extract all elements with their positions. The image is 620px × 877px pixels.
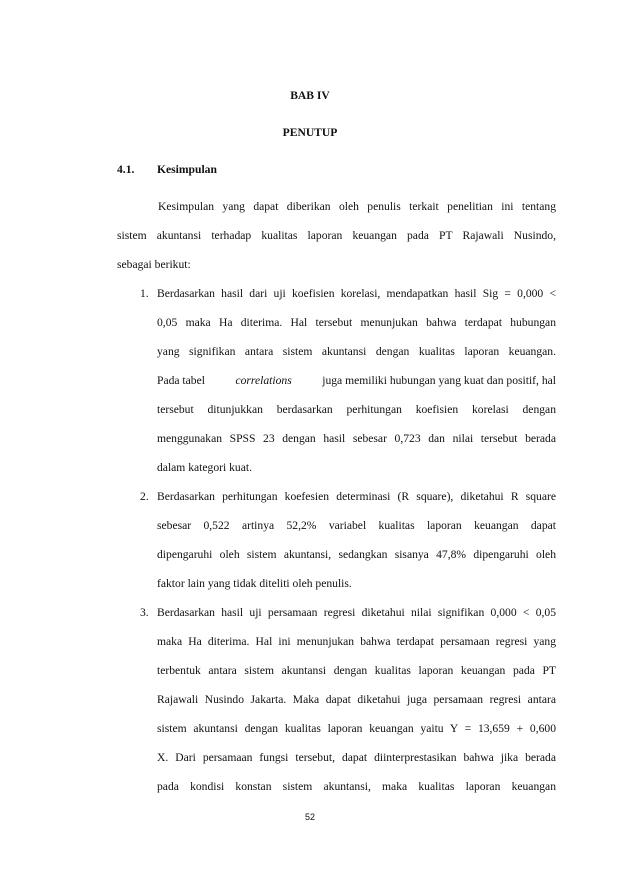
section-title: Kesimpulan xyxy=(157,163,217,176)
item-1-line-1: Berdasarkan hasil dari uji koefisien korelasi, mendapatkan hasil Sig = 0,000 < xyxy=(157,287,556,300)
intro-line-3: sebagai berikut: xyxy=(117,258,191,271)
item-2-line-1: Berdasarkan perhitungan koefesien determinasi (R square), diketahui R square xyxy=(157,490,556,503)
correlations-italic: correlations xyxy=(235,374,292,387)
item-1-line-4-start: Pada tabel xyxy=(157,374,205,387)
intro-line-1: Kesimpulan yang dapat diberikan oleh penulis terkait penelitian ini tentang xyxy=(158,200,556,213)
item-3-line-3: terbentuk antara sistem akuntansi dengan kualitas laporan keuangan pada PT xyxy=(157,664,556,677)
list-item-number-3: 3. xyxy=(140,606,149,619)
item-3-line-6: X. Dari persamaan fungsi tersebut, dapat diinterprestasikan bahwa jika berada xyxy=(157,751,556,764)
item-2-line-4: faktor lain yang tidak diteliti oleh penulis. xyxy=(157,577,352,590)
item-3-line-7: pada kondisi konstan sistem akuntansi, maka kualitas laporan keuangan xyxy=(157,780,556,793)
section-number: 4.1. xyxy=(117,163,135,176)
item-3-line-4: Rajawali Nusindo Jakarta. Maka dapat diketahui juga persamaan regresi antara xyxy=(157,693,556,706)
item-2-line-3: dipengaruhi oleh sistem akuntansi, sedangkan sisanya 47,8% dipengaruhi oleh xyxy=(157,548,556,561)
intro-line-2: sistem akuntansi terhadap kualitas laporan keuangan pada PT Rajawali Nusindo, xyxy=(117,229,556,242)
item-3-line-5: sistem akuntansi dengan kualitas laporan keuangan yaitu Y = 13,659 + 0,600 xyxy=(157,722,556,735)
section-heading xyxy=(117,163,557,176)
item-1-line-7: dalam kategori kuat. xyxy=(157,461,252,474)
item-1-line-3: yang signifikan antara sistem akuntansi dengan kualitas laporan keuangan. xyxy=(157,345,556,358)
item-2-line-2: sebesar 0,522 artinya 52,2% variabel kualitas laporan keuangan dapat xyxy=(157,519,556,532)
item-1-line-6: menggunakan SPSS 23 dengan hasil sebesar 0,723 dan nilai tersebut berada xyxy=(157,432,556,445)
list-item-number-2: 2. xyxy=(140,490,149,503)
chapter-title: PENUTUP xyxy=(282,126,338,139)
item-1-line-4 xyxy=(157,374,556,387)
list-item-number-1: 1. xyxy=(140,287,149,300)
item-1-line-5: tersebut ditunjukkan berdasarkan perhitungan koefisien korelasi dengan xyxy=(157,403,556,416)
item-3-line-1: Berdasarkan hasil uji persamaan regresi diketahui nilai signifikan 0,000 < 0,05 xyxy=(157,606,556,619)
chapter-label: BAB IV xyxy=(290,89,330,102)
page-number: 52 xyxy=(304,812,315,822)
item-1-line-4-end: juga memiliki hubungan yang kuat dan positif, hal xyxy=(322,374,556,387)
item-1-line-2: 0,05 maka Ha diterima. Hal tersebut menunjukan bahwa terdapat hubungan xyxy=(157,316,556,329)
item-3-line-2: maka Ha diterima. Hal ini menunjukan bahwa terdapat persamaan regresi yang xyxy=(157,635,556,648)
